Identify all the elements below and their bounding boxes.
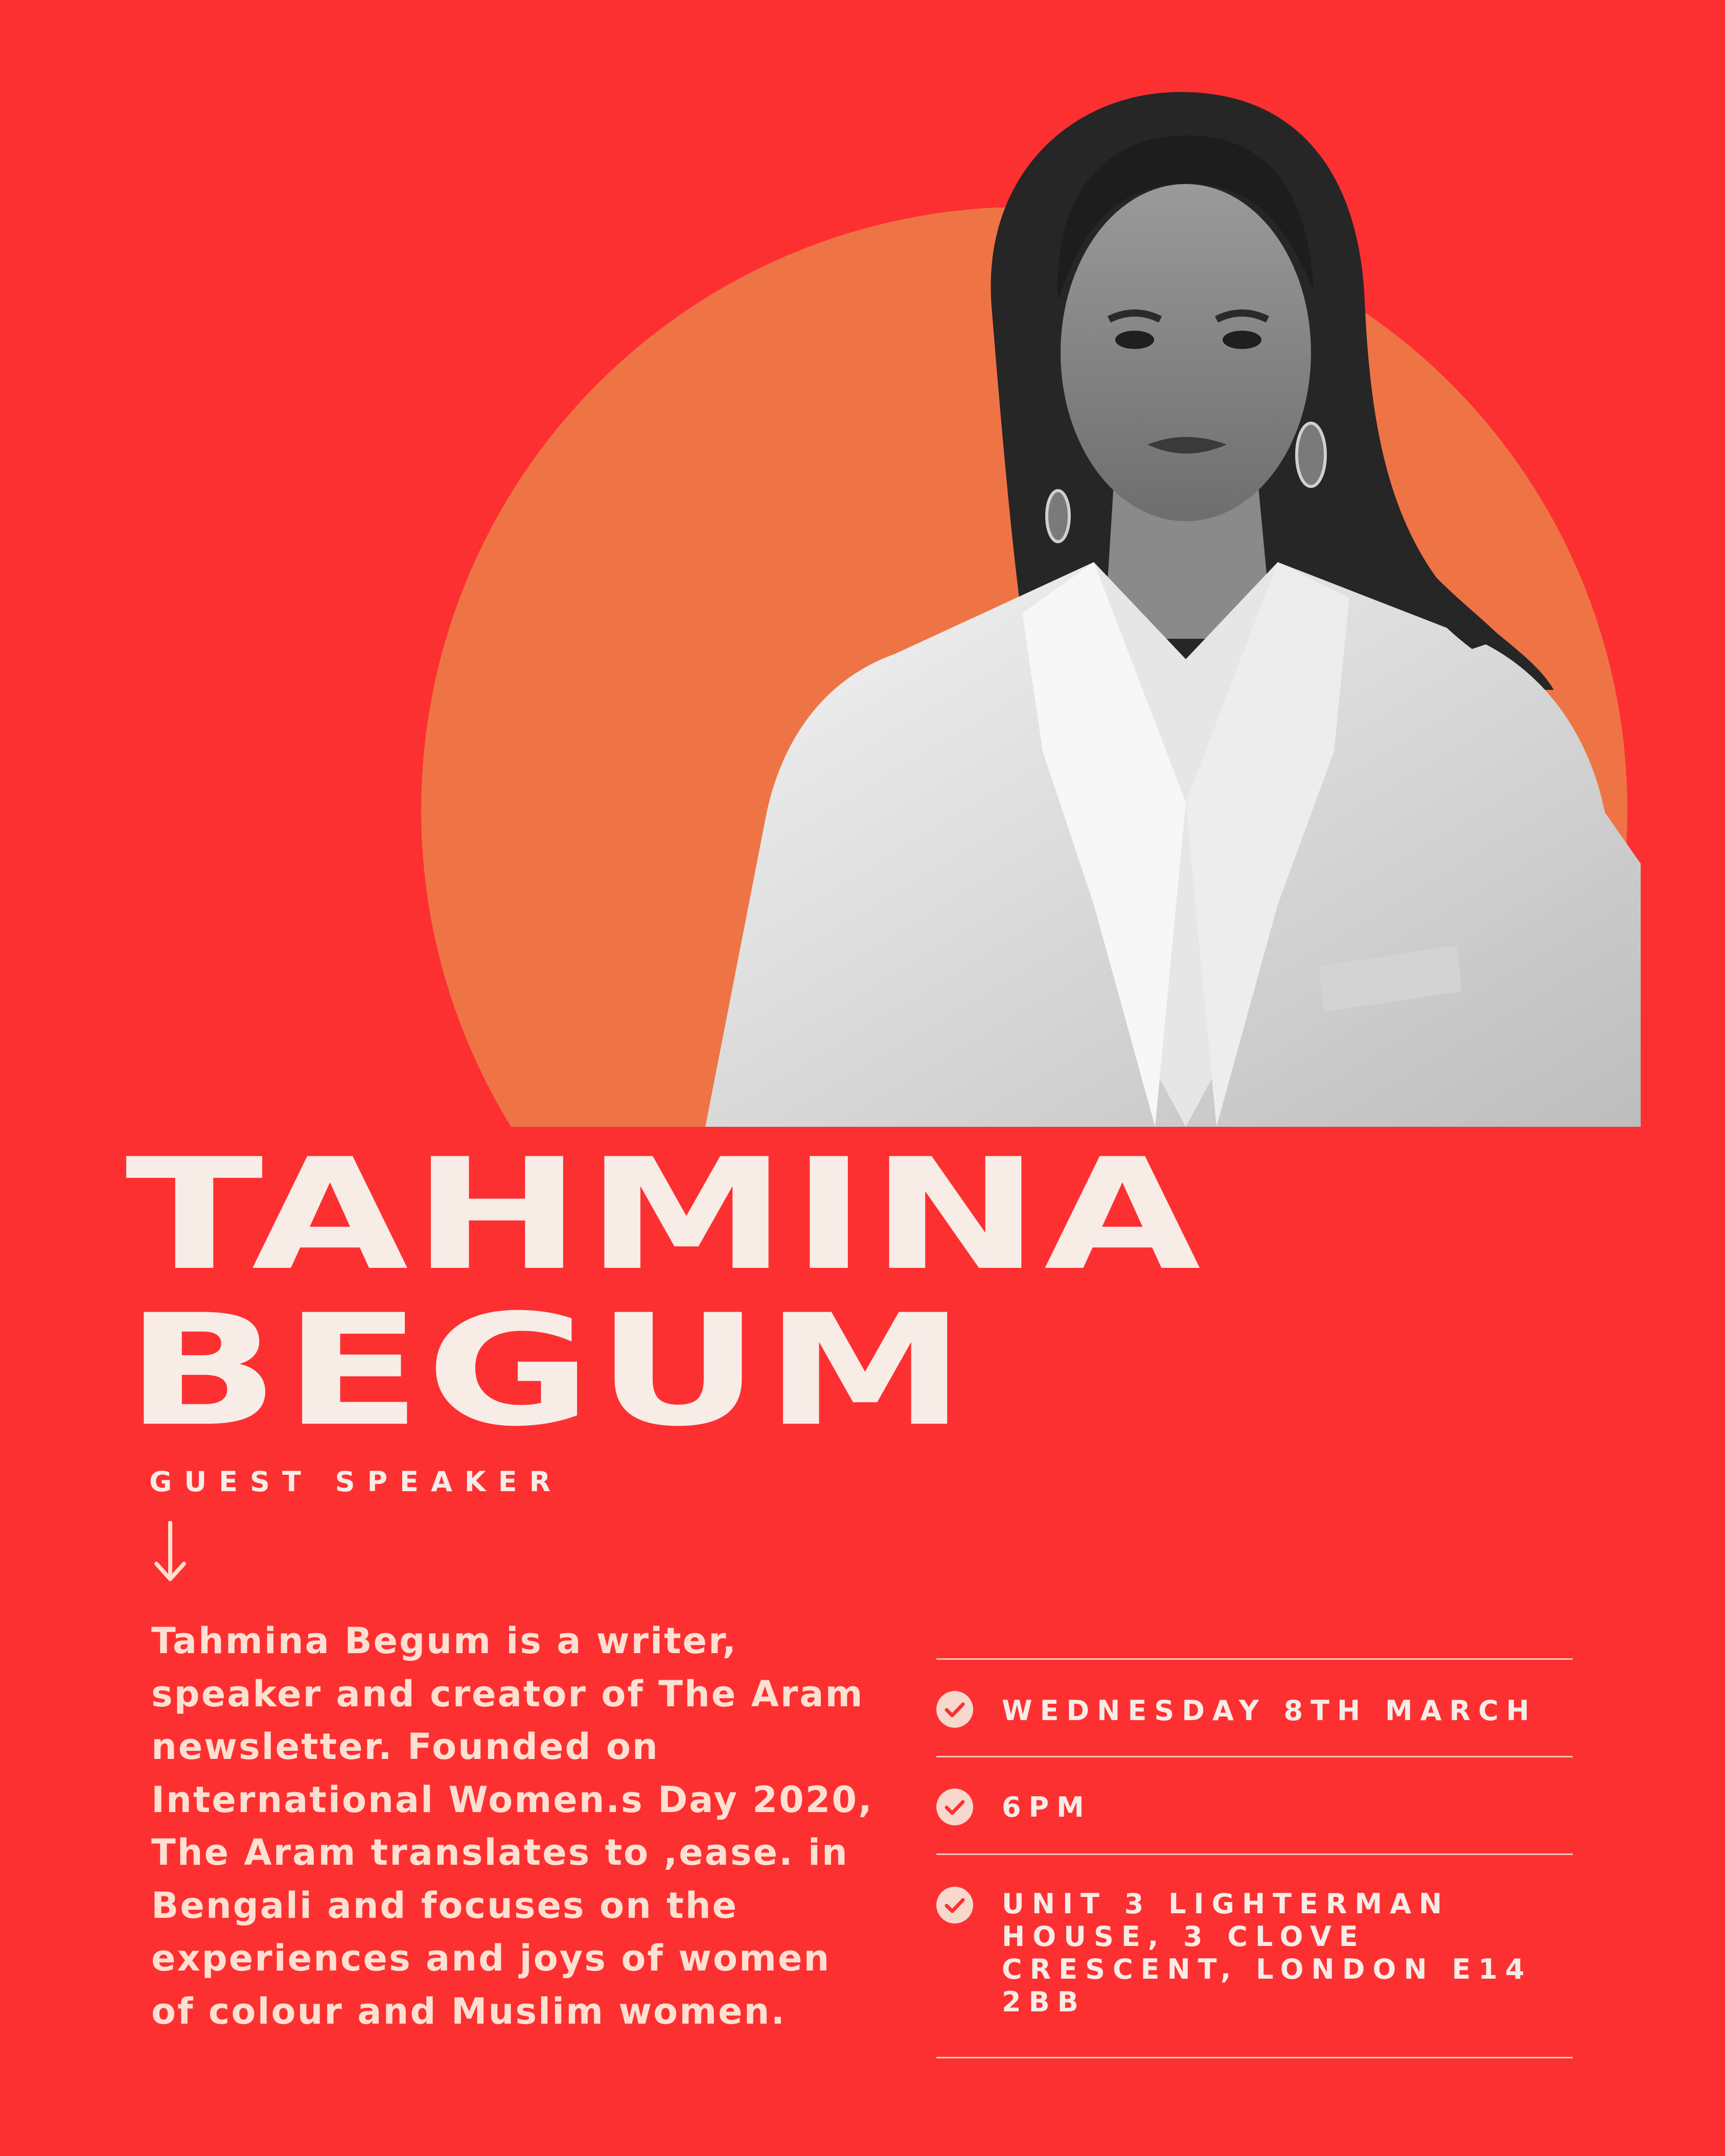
event-time: 6PM <box>1002 1791 1092 1823</box>
event-address: UNIT 3 LIGHTERMAN HOUSE, 3 CLOVE CRESCENT, LONDON E14 2BB <box>1002 1888 1532 2018</box>
speaker-photo <box>705 87 1641 1127</box>
event-date-item <box>936 1660 1573 1756</box>
speaker-name <box>125 1126 1205 1460</box>
speaker-first-name: TAHMINA <box>125 1126 1205 1304</box>
divider <box>936 2057 1573 2058</box>
check-circle-icon <box>936 1691 973 1728</box>
speaker-bio: Tahmina Begum is a writer, speaker and creator of The Aram newsletter. Founded on International Women.s Day 2020, The Aram translates to ,ease. in Bengali and focuses on the experiences and joys of women of colour and Muslim women. <box>151 1620 873 2032</box>
arrow-down-icon <box>152 1518 188 1584</box>
speaker-role: GUEST SPEAKER <box>149 1466 563 1498</box>
event-date: WEDNESDAY 8TH MARCH <box>1002 1695 1537 1727</box>
speaker-last-name: BEGUM <box>125 1282 970 1460</box>
check-circle-icon <box>936 1789 973 1825</box>
check-circle-icon <box>936 1887 973 1923</box>
event-time-item <box>936 1757 1573 1853</box>
event-address-item <box>936 1855 1573 2057</box>
event-details <box>936 1658 1573 2058</box>
